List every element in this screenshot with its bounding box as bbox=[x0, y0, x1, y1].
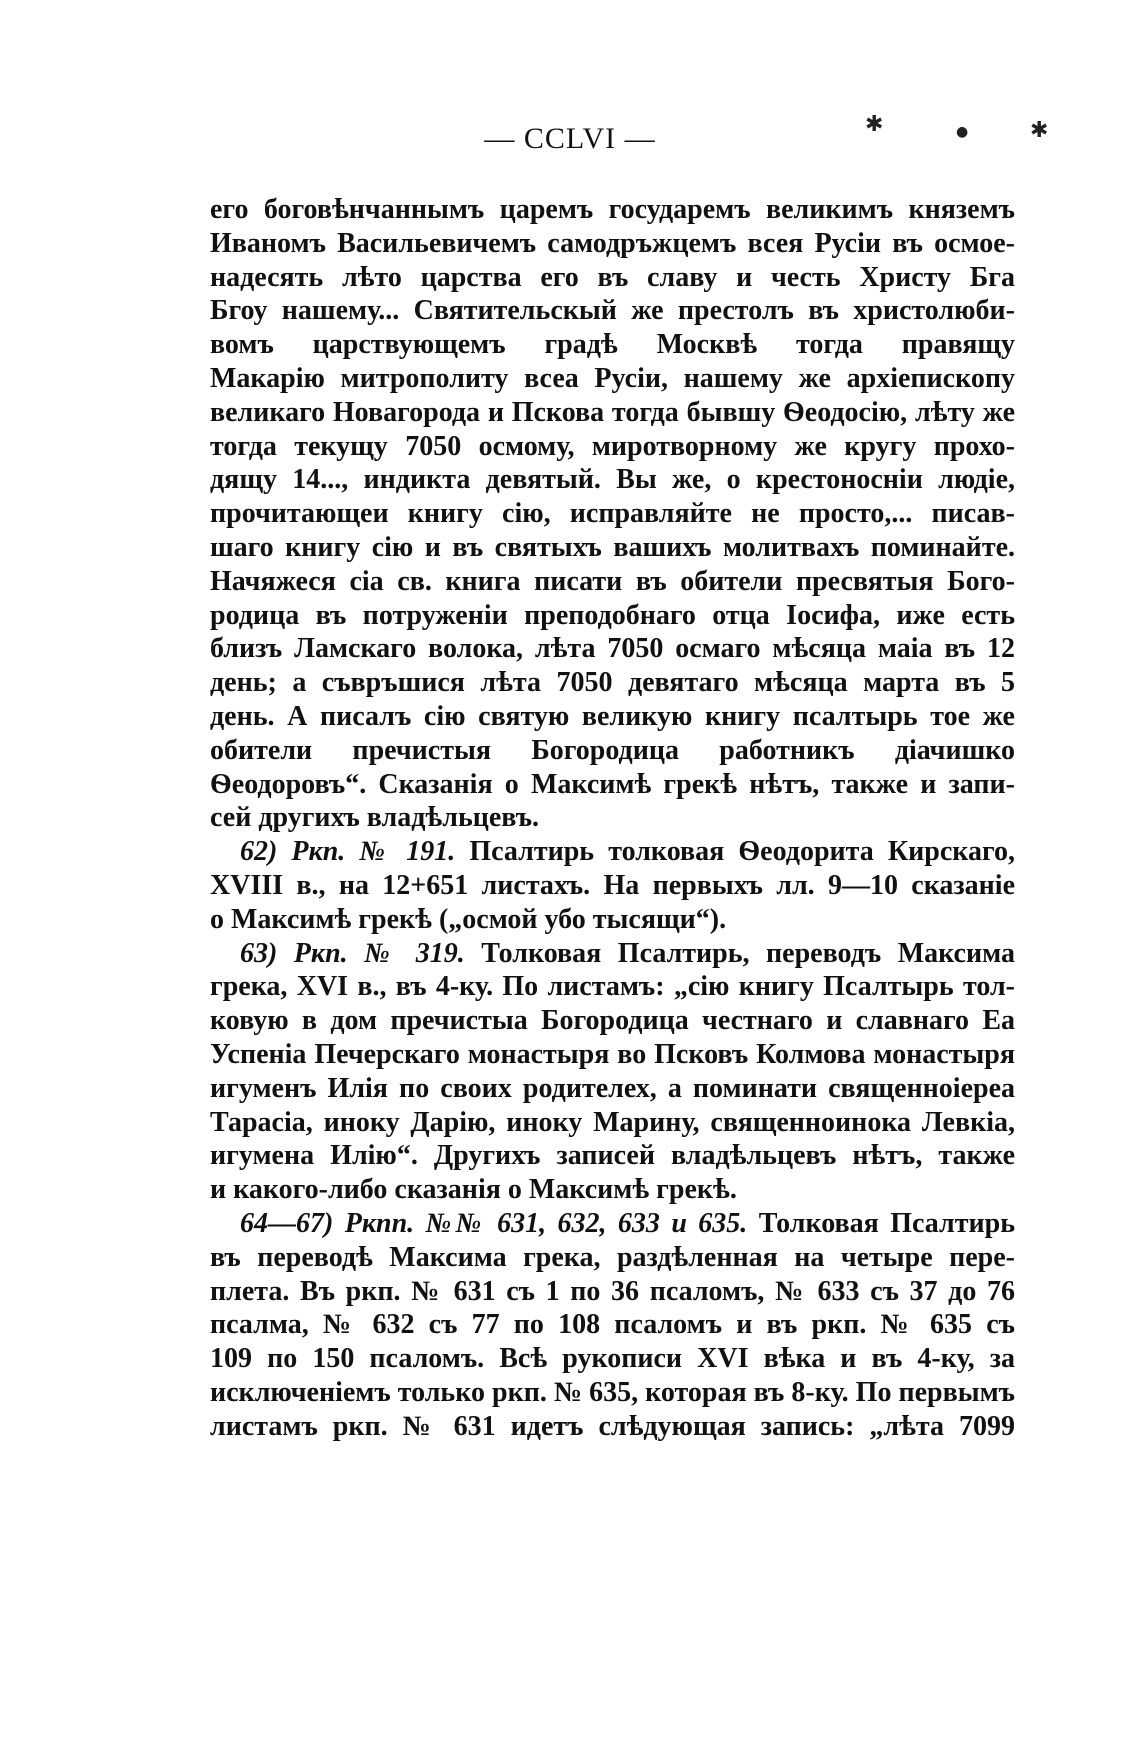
text-line: игумена Илію“. Другихъ записей владѣльцевъ нѣтъ, также bbox=[210, 1140, 1015, 1172]
text-line: игуменъ Илія по своих родителех, а поминати священноіереа bbox=[210, 1072, 1015, 1104]
ink-blot-mark: ✱ bbox=[1030, 118, 1049, 143]
page-body-text bbox=[210, 193, 1015, 1443]
text-line: 109 по 150 псаломъ. Всѣ рукописи XVI вѣка и въ 4-ку, за bbox=[210, 1343, 1015, 1375]
text-line: Тарасіа, иноку Дарію, иноку Марину, священноинока Левкіа, bbox=[210, 1106, 1015, 1138]
text-line: тогда текущу 7050 осмому, миротворному же кругу прохо- bbox=[210, 430, 1015, 462]
text-line: великаго Новагорода и Пскова тогда бывшу Ѳеодосію, лѣту же bbox=[210, 396, 1015, 428]
text-line: Бгоу нашему... Святительскый же престолъ въ христолюби- bbox=[210, 295, 1015, 327]
page-number: — CCLVI — bbox=[484, 122, 656, 155]
text-line: и какого-либо сказанія о Максимѣ грекѣ. bbox=[210, 1174, 737, 1206]
text-line: псалма, № 632 съ 77 по 108 псаломъ и въ ркп. № 635 съ bbox=[210, 1309, 1015, 1341]
text-line: дящу 14..., индикта девятый. Вы же, о крестоносніи людіе, bbox=[210, 464, 1015, 496]
text-line: Ѳеодоровъ“. Сказанія о Максимѣ грекѣ нѣтъ, также и запи- bbox=[210, 768, 1015, 800]
text-line: его боговѣнчаннымъ царемъ государемъ великимъ княземъ bbox=[210, 194, 1015, 225]
text-line: родица въ потруженіи преподобнаго отца Іосифа, иже есть bbox=[210, 599, 1015, 631]
text-line: ковую в дом пречистыа Богородица честнаго и славнаго Еа bbox=[210, 1005, 1015, 1037]
text-line: сей другихъ владѣльцевъ. bbox=[210, 802, 540, 834]
manuscript-ref: 63) Ркп. № 319. bbox=[240, 937, 465, 969]
ink-blot-mark: ● bbox=[956, 124, 969, 140]
text-line: прочитающеи книгу сію, исправляйте не просто,... писав- bbox=[210, 498, 1015, 530]
manuscript-ref: 64—67) Ркпп. №№ 631, 632, 633 и 635. bbox=[240, 1207, 748, 1239]
manuscript-ref: 62) Ркп. № 191. bbox=[240, 836, 456, 868]
line-text: Толковая Псалтирь, переводъ Максима bbox=[464, 937, 1015, 969]
text-line: XVIII в., на 12+651 листахъ. На первыхъ лл. 9—10 сказаніе bbox=[210, 869, 1015, 901]
line-text: Псалтирь толковая Ѳеодорита Кирскаго, bbox=[455, 836, 1015, 868]
text-line: обители пречистыя Богородица работникъ діачишко bbox=[210, 734, 1015, 766]
text-line: Макарію митрополиту всеа Русіи, нашему же архіепископу bbox=[210, 362, 1015, 394]
text-line: Иваномъ Васильевичемъ самодръжцемъ всея Русіи въ осмое- bbox=[210, 227, 1015, 259]
text-line bbox=[210, 937, 1015, 971]
text-line: исключеніемъ только ркп. № 635, которая въ 8-ку. По первымъ bbox=[210, 1376, 1015, 1408]
text-line: надесять лѣто царства его въ славу и честь Христу Бга bbox=[210, 261, 1015, 293]
text-line: Начяжеся сіа св. книга писати въ обители пресвятыя Бого- bbox=[210, 565, 1015, 597]
text-line bbox=[210, 835, 1015, 869]
text-line: грека, XVI в., въ 4-ку. По листамъ: „сію книгу Псалтырь тол- bbox=[210, 971, 1015, 1003]
text-line: плета. Въ ркп. № 631 съ 1 по 36 псаломъ, № 633 съ 37 до 76 bbox=[210, 1275, 1015, 1307]
text-line: день; а съвръшися лѣта 7050 девятаго мѣсяца марта въ 5 bbox=[210, 667, 1015, 699]
text-line: шаго книгу сію и въ святыхъ вашихъ молитвахъ поминайте. bbox=[210, 531, 1015, 563]
text-line bbox=[210, 1207, 1015, 1241]
ink-blot-mark: ✱ bbox=[865, 112, 884, 137]
text-line: листамъ ркп. № 631 идетъ слѣдующая запись: „лѣта 7099 bbox=[210, 1410, 1015, 1442]
text-line: Успеніа Печерскаго монастыря во Псковъ Колмова монастыря bbox=[210, 1038, 1015, 1070]
text-line: близъ Ламскаго волока, лѣта 7050 осмаго мѣсяца маіа въ 12 bbox=[210, 633, 1015, 665]
text-line: день. А писалъ сію святую великую книгу псалтырь тое же bbox=[210, 700, 1015, 732]
line-text: Толковая Псалтирь bbox=[747, 1207, 1015, 1239]
text-line: въ переводѣ Максима грека, раздѣленная на четыре пере- bbox=[210, 1241, 1015, 1273]
text-line: о Максимѣ грекѣ („осмой убо тысящи“). bbox=[210, 903, 727, 935]
text-line: вомъ царствующемъ градѣ Москвѣ тогда правящу bbox=[210, 329, 1015, 361]
